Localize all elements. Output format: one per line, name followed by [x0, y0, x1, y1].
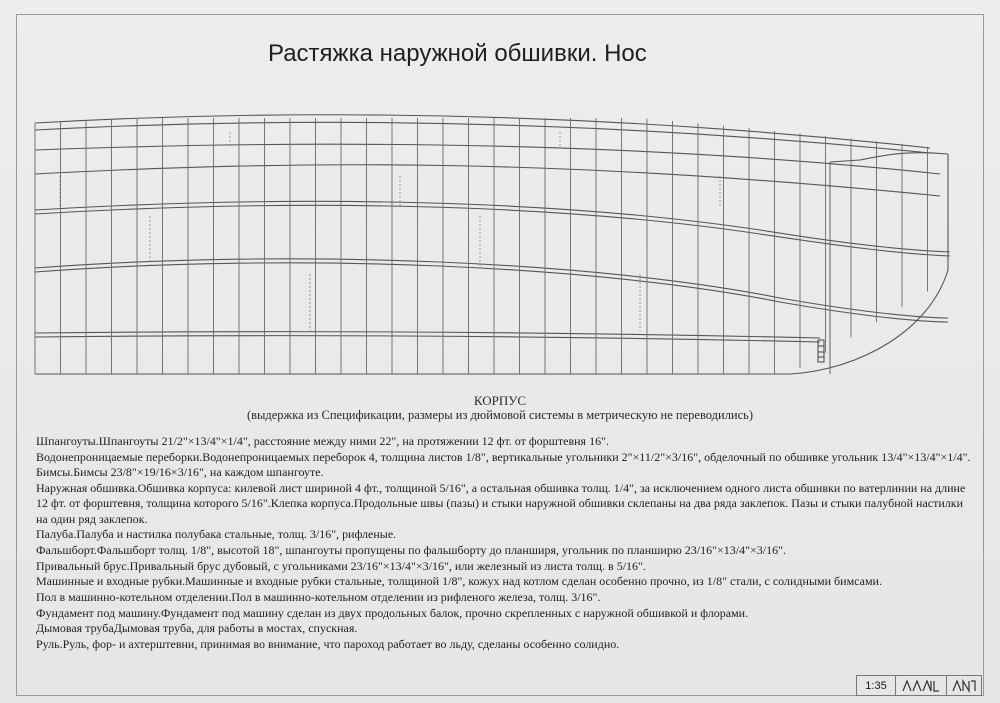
spec-item-deckhouses: Машинные и входные рубки.Машинные и входные рубки стальные, толщиной 1/8", кожух над котлом сделан особенно прочно, из 1/8" стали, с солидными бимсами.: [36, 574, 882, 589]
title-block-stamp: [856, 675, 982, 696]
drawing-title: Растяжка наружной обшивки. Нос: [268, 40, 647, 67]
spec-item-rudder: Руль.Руль, фор- и ахтерштевни, принимая во внимание, что пароход работает во льду, сделаны особенно солидно.: [36, 637, 620, 652]
spec-item-funnel: Дымовая трубаДымовая труба, для работы в мостах, спускная.: [36, 621, 358, 636]
spec-item-engine-foundation: Фундамент под машину.Фундамент под машину сделан из двух продольных балок, прочно скрепленных с наружной обшивкой и флорами.: [36, 605, 749, 620]
scale-label: 1:35: [857, 676, 896, 695]
spec-item-bulwark: Фальшборт.Фальшборт толщ. 1/8", высотой 18", шпангоуты пропущены по фальшборту до планширя, угольник по планширю 23/16"×13/4"×3/16".: [36, 542, 787, 557]
author-logo: [896, 676, 947, 695]
spec-item-beams: Бимсы.Бимсы 23/8"×19/16×3/16", на каждом шпангоуте.: [36, 465, 324, 480]
spec-item-shell-plating: Наружная обшивка.Обшивка корпуса: килевой лист шириной 4 фт., толщиной 5/16", а остальная обшивка толщ. 1/4", за исключением одного листа обшивки по ватерлинии на длине 12 фт. от форштевня, толщина которого 5/16".Клепка корпуса.Продольные швы (пазы) и стыки наружной обшивки склепаны на два ряда заклепок. Пазы и стыки палубной настилки на один ряд заклепок.: [36, 481, 966, 526]
spec-item-engine-room-floor: Пол в машинно-котельном отделении.Пол в машинно-котельном отделении из рифленого железа, толщ. 3/16".: [36, 590, 601, 605]
section-heading: КОРПУС: [473, 393, 527, 408]
specification-list: [36, 434, 976, 653]
spec-item-rubbing-strake: Привальный брус.Привальный брус дубовый, с угольниками 23/16"×13/4"×3/16", или железный из листа толщ. в 5/16".: [36, 558, 646, 573]
spec-item-bulkheads: Водонепроницаемые переборки.Водонепроницаемых переборок 4, толщина листов 1/8", вертикальные угольники 2"×11/2"×3/16", обделочный по обшивке угольник 13/4"×13/4"×1/4".: [36, 449, 971, 464]
section-subheading: (выдержка из Спецификации, размеры из дюймовой системы в метрическую не переводились): [246, 408, 754, 422]
publisher-logo: [947, 676, 981, 695]
spec-item-frames: Шпангоуты.Шпангоуты 21/2"×13/4"×1/4", расстояние между ними 22", на протяжении 12 фт. от форштевня 16".: [36, 434, 609, 448]
spec-item-deck: Палуба.Палуба и настилка полубака стальные, толщ. 3/16", рифленые.: [36, 527, 397, 542]
